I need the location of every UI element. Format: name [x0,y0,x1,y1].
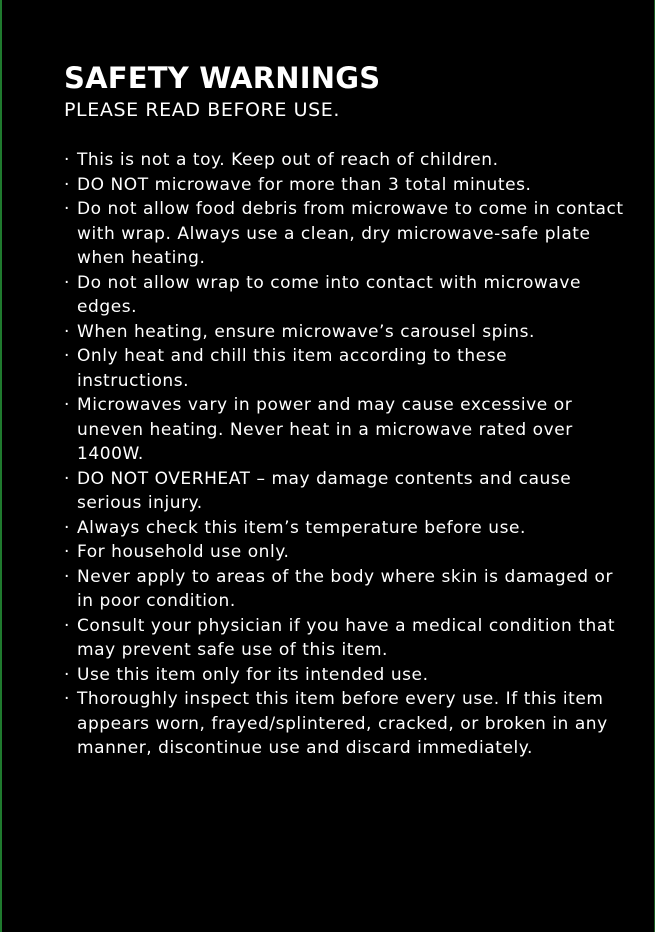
warning-item: · When heating, ensure microwave’s carousel spins. [64,320,624,345]
page-title: SAFETY WARNINGS [64,61,381,95]
warning-item: · Thoroughly inspect this item before every use. If this item appears worn, frayed/splintered, cracked, or broken in any manner, discontinue use and discard immediately. [64,687,624,761]
warning-item: · Do not allow food debris from microwave to come in contact with wrap. Always use a clean, dry microwave-safe plate when heating. [64,197,624,271]
warning-item: · Microwaves vary in power and may cause excessive or uneven heating. Never heat in a microwave rated over 1400W. [64,393,624,467]
warning-item: · For household use only. [64,540,624,565]
warnings-list [64,148,624,761]
left-edge-line [0,0,2,932]
warning-item: · Never apply to areas of the body where skin is damaged or in poor condition. [64,565,624,614]
warning-item: · DO NOT microwave for more than 3 total minutes. [64,173,624,198]
safety-warnings-panel [64,60,624,761]
warning-item: · Consult your physician if you have a medical condition that may prevent safe use of this item. [64,614,624,663]
page-subtitle: PLEASE READ BEFORE USE. [64,99,341,121]
warning-item: · This is not a toy. Keep out of reach of children. [64,148,624,173]
warning-item: · Only heat and chill this item according to these instructions. [64,344,624,393]
warning-item: · Always check this item’s temperature before use. [64,516,624,541]
warning-item: · Use this item only for its intended use. [64,663,624,688]
warning-item: · Do not allow wrap to come into contact with microwave edges. [64,271,624,320]
warning-item: · DO NOT OVERHEAT – may damage contents and cause serious injury. [64,467,624,516]
